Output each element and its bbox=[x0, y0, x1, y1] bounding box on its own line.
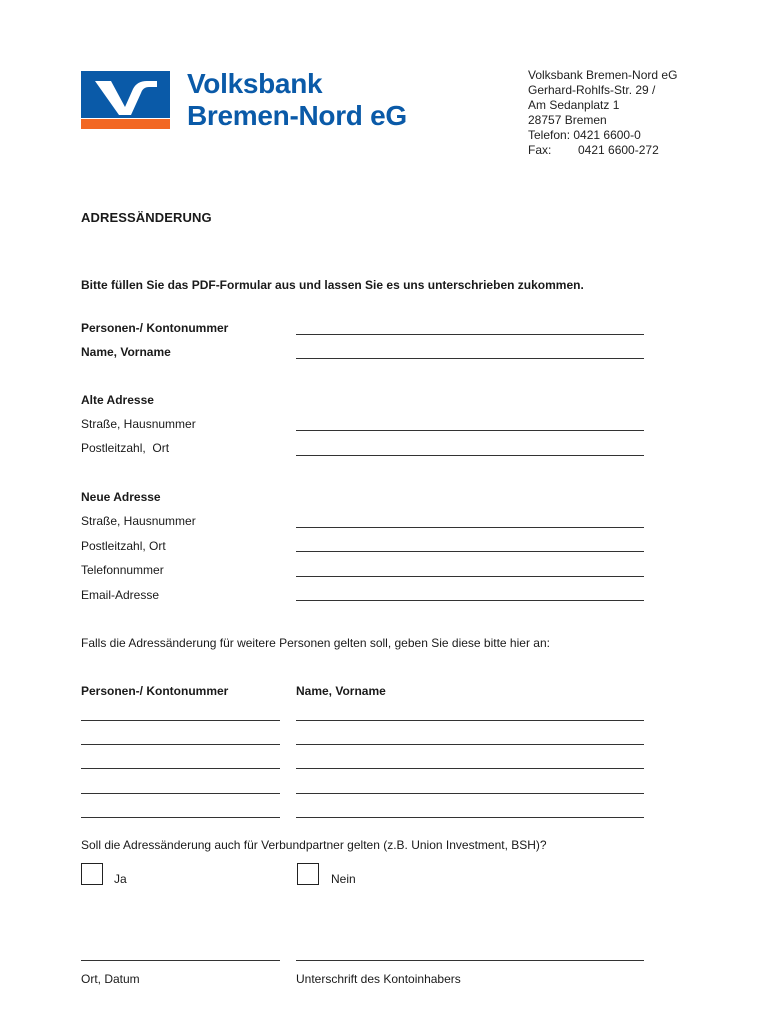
table-header-account: Personen-/ Kontonummer bbox=[81, 684, 229, 698]
table-account-field[interactable] bbox=[81, 720, 280, 721]
table-name-field[interactable] bbox=[296, 744, 644, 745]
place-date-label: Ort, Datum bbox=[81, 972, 140, 986]
new-street-field[interactable] bbox=[296, 527, 644, 528]
address-line: 28757 Bremen bbox=[528, 113, 607, 127]
bank-name-line1: Volksbank bbox=[187, 68, 323, 99]
old-city-label: Postleitzahl, Ort bbox=[81, 441, 170, 455]
new-address-heading: Neue Adresse bbox=[81, 490, 161, 504]
new-city-label: Postleitzahl, Ort bbox=[81, 539, 166, 553]
place-date-field[interactable] bbox=[81, 960, 280, 961]
yes-label: Ja bbox=[114, 872, 127, 886]
table-name-field[interactable] bbox=[296, 768, 644, 769]
address-line: Telefon: 0421 6600-0 bbox=[528, 128, 641, 142]
bank-name bbox=[187, 68, 407, 132]
new-street-label: Straße, Hausnummer bbox=[81, 514, 196, 528]
account-number-field[interactable] bbox=[296, 334, 644, 335]
table-name-field[interactable] bbox=[296, 793, 644, 794]
new-city-field[interactable] bbox=[296, 551, 644, 552]
table-account-field[interactable] bbox=[81, 817, 280, 818]
table-header-name: Name, Vorname bbox=[296, 684, 386, 698]
bank-name-line2: Bremen-Nord eG bbox=[187, 100, 407, 131]
table-name-field[interactable] bbox=[296, 720, 644, 721]
table-account-field[interactable] bbox=[81, 744, 280, 745]
table-account-field[interactable] bbox=[81, 793, 280, 794]
signature-label: Unterschrift des Kontoinhabers bbox=[296, 972, 461, 986]
address-line: Volksbank Bremen-Nord eG bbox=[528, 68, 678, 82]
email-label: Email-Adresse bbox=[81, 588, 160, 602]
yes-checkbox[interactable] bbox=[81, 863, 103, 885]
address-line: Fax: 0421 6600-272 bbox=[528, 143, 659, 157]
no-checkbox[interactable] bbox=[297, 863, 319, 885]
name-field[interactable] bbox=[296, 358, 644, 359]
volksbank-logo-icon bbox=[81, 71, 170, 129]
old-city-field[interactable] bbox=[296, 455, 644, 456]
old-address-heading: Alte Adresse bbox=[81, 393, 154, 407]
old-street-field[interactable] bbox=[296, 430, 644, 431]
address-line: Am Sedanplatz 1 bbox=[528, 98, 620, 112]
partner-question: Soll die Adressänderung auch für Verbundpartner gelten (z.B. Union Investment, BSH)? bbox=[81, 838, 547, 852]
table-name-field[interactable] bbox=[296, 817, 644, 818]
account-number-label: Personen-/ Kontonummer bbox=[81, 321, 229, 335]
form-title: ADRESSÄNDERUNG bbox=[81, 210, 212, 225]
address-line: Gerhard-Rohlfs-Str. 29 / bbox=[528, 83, 656, 97]
signature-field[interactable] bbox=[296, 960, 644, 961]
table-account-field[interactable] bbox=[81, 768, 280, 769]
old-street-label: Straße, Hausnummer bbox=[81, 417, 196, 431]
email-field[interactable] bbox=[296, 600, 644, 601]
name-label: Name, Vorname bbox=[81, 345, 171, 359]
form-intro: Bitte füllen Sie das PDF-Formular aus und lassen Sie es uns unterschrieben zukommen. bbox=[81, 278, 584, 292]
bank-address bbox=[528, 68, 677, 158]
phone-label: Telefonnummer bbox=[81, 563, 164, 577]
additional-persons-text: Falls die Adressänderung für weitere Personen gelten soll, geben Sie diese bitte hier an: bbox=[81, 636, 550, 650]
no-label: Nein bbox=[331, 872, 356, 886]
phone-field[interactable] bbox=[296, 576, 644, 577]
